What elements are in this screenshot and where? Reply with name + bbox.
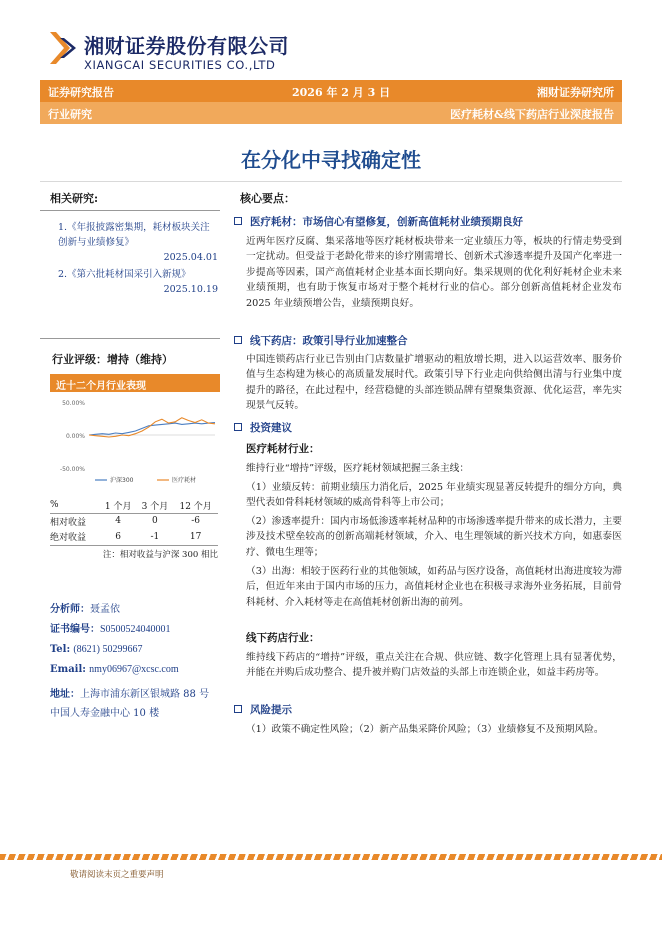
y-tick-label: 50.00% <box>62 400 85 407</box>
table-cell: 相对收益 <box>50 517 87 528</box>
table-cell: -1 <box>137 529 174 545</box>
related-item[interactable] <box>58 220 218 265</box>
table-header-cell: 12 个月 <box>173 498 218 513</box>
address-line: 中国人寿金融中心 10 楼 <box>50 708 160 719</box>
paragraph: （2）渗透率提升：国内市场低渗透率耗材品种的市场渗透率提升带来的成长潜力，主要涉及技术壁垒较高的创新高端耗材领域，介入、电生理领域的新兴技术方向，如惠泰医疗、微电生理等； <box>246 516 622 558</box>
related-divider <box>40 210 220 211</box>
paragraph: （3）出海：相较于医药行业的其他领域，如药品与医疗设备，高值耗材出海进度较为滞后，但近年来由于国内市场的压力，高值耗材企业也在积极寻求海外业务拓展，目前骨科耗材、介入耗材等走在高值耗材创新出海的前列。 <box>246 566 622 608</box>
table-header-row <box>50 498 218 513</box>
paragraph: （1）政策不确定性风险；（2）新产品集采降价风险；（3）业绩修复不及预期风险。 <box>246 724 604 735</box>
paragraph: 近两年医疗反腐、集采落地等医疗耗材板块带来一定业绩压力等，板块的行情走势受到一定扰动。但受益于老龄化带来的诊疗刚需增长、创新术式渗透率提升及国产化率进一步提高等因素，国产高值耗材企业基本面长期向好。集采规则的优化利好耗材企业未来业绩预期，也有助于恢复市场对于整个耗材行业的信心。部分创新高值耗材企业发布 2025 年业绩预增公告，业绩预期良好。 <box>246 236 622 309</box>
square-bullet-icon <box>234 336 242 344</box>
table-row <box>50 529 218 545</box>
footer-stripe <box>0 854 662 860</box>
industry-rating: 行业评级：增持（维持） <box>52 353 173 366</box>
related-list <box>58 220 218 299</box>
disclaimer: 敬请阅读末页之重要声明 <box>70 870 164 880</box>
paragraph: 维持行业“增持”评级，医疗耗材领域把握三条主线： <box>246 463 470 474</box>
analyst-name: 聂孟依 <box>90 604 120 615</box>
core-heading: 核心要点： <box>240 192 295 205</box>
paragraph: 维持线下药店的“增持”评级，重点关注在合规、供应链、数字化管理上具有显著优势，并能在并购后成功整合、提升被并购门店效益的头部上市连锁企业，如益丰药房等。 <box>246 652 622 679</box>
company-name-en: XIANGCAI SECURITIES CO.,LTD <box>84 58 276 72</box>
core-points <box>232 190 624 206</box>
square-bullet-icon <box>234 705 242 713</box>
report-subject: 医疗耗材&线下药店行业深度报告 <box>450 108 614 121</box>
table-header-cell: % <box>50 498 100 513</box>
bullet-risk <box>234 702 292 717</box>
bullet-offline-pharmacy <box>234 333 408 348</box>
legend-label: 沪深300 <box>110 477 134 484</box>
table-cell: -6 <box>191 516 201 527</box>
related-research <box>40 190 220 295</box>
table-header-cell: 3 个月 <box>137 498 174 513</box>
sub-heading-pharmacy: 线下药店行业： <box>246 632 320 644</box>
performance-heading: 近十二个月行业表现 <box>50 374 220 392</box>
square-bullet-icon <box>234 423 242 431</box>
table-cell: 4 <box>115 516 122 527</box>
related-item[interactable] <box>58 267 218 297</box>
analyst-label: 分析师： <box>50 604 90 615</box>
paragraph: 中国连锁药店行业已告别由门店数量扩增驱动的粗放增长期，进入以运营效率、服务价值与生态构建为核心的高质量发展时代。政策引导下行业走向供给侧出清与行业集中度提升的路径，在此过程中，经营稳健的头部连锁品牌有望聚集资源、优化运营，率先实现景气反转。 <box>246 354 622 412</box>
page-header <box>0 0 662 80</box>
cert-label: 证书编号： <box>50 624 100 635</box>
y-tick-label: 0.00% <box>65 433 85 440</box>
address-label: 地址： <box>50 689 80 700</box>
address-line: 上海市浦东新区银城路 88 号 <box>80 689 210 700</box>
performance-chart <box>55 396 220 488</box>
report-category-bar <box>40 102 622 124</box>
tel-number: (8621) 50299667 <box>73 644 143 655</box>
y-tick-label: -50.00% <box>59 466 85 473</box>
related-item-title[interactable]: 1.《年报披露密集期，耗材板块关注创新与业绩修复》 <box>58 222 210 248</box>
page-title: 在分化中寻找确定性 <box>241 148 421 172</box>
email-link[interactable]: nmy06967@xcsc.com <box>89 664 179 675</box>
cert-number: S0500524040001 <box>100 624 171 635</box>
paragraph: （1）业绩反转：前期业绩压力消化后，2025 年业绩实现显著反转提升的细分方向，典型代表如骨科耗材领域的威高骨科等上市公司； <box>246 482 622 509</box>
email-label: Email: <box>50 664 86 675</box>
table-cell: 6 <box>100 529 137 545</box>
bullet-heading: 医疗耗材：市场信心有望修复，创新高值耗材业绩预期良好 <box>250 216 523 228</box>
table-header-cell: 1 个月 <box>100 498 137 513</box>
company-name-cn: 湘财证券股份有限公司 <box>84 34 289 58</box>
research-institute: 湘财证券研究所 <box>537 86 614 99</box>
report-date: 2026 年 2 月 3 日 <box>292 86 391 99</box>
bullet-heading: 风险提示 <box>250 704 292 716</box>
performance-table <box>50 498 218 546</box>
related-item-date: 2025.10.19 <box>163 284 218 295</box>
company-logo-icon <box>46 28 78 68</box>
bullet-heading: 投资建议 <box>250 422 292 434</box>
table-cell: 17 <box>173 529 218 545</box>
sub-heading-medical: 医疗耗材行业： <box>246 443 320 455</box>
title-divider <box>40 181 622 182</box>
legend-label: 医疗耗材 <box>172 477 197 484</box>
performance-note: 注：相对收益与沪深 300 相比 <box>102 550 218 560</box>
square-bullet-icon <box>234 217 242 225</box>
related-bottom-divider <box>40 338 220 339</box>
bullet-heading: 线下药店：政策引导行业加速整合 <box>250 335 408 347</box>
table-cell: 0 <box>152 516 158 527</box>
bullet-medical-consumables <box>234 214 523 229</box>
related-heading: 相关研究: <box>50 192 99 205</box>
related-item-title[interactable]: 2.《第六批耗材国采引入新规》 <box>58 269 191 280</box>
tel-label: Tel: <box>50 644 71 655</box>
analyst-info <box>50 600 225 680</box>
address-info <box>50 685 225 723</box>
related-item-date: 2025.04.01 <box>163 252 218 263</box>
report-category: 行业研究 <box>48 108 92 121</box>
report-type: 证券研究报告 <box>48 86 114 99</box>
report-info-bar <box>40 80 622 102</box>
table-cell: 绝对收益 <box>50 529 100 545</box>
table-row <box>50 513 218 529</box>
bullet-investment <box>234 420 292 435</box>
